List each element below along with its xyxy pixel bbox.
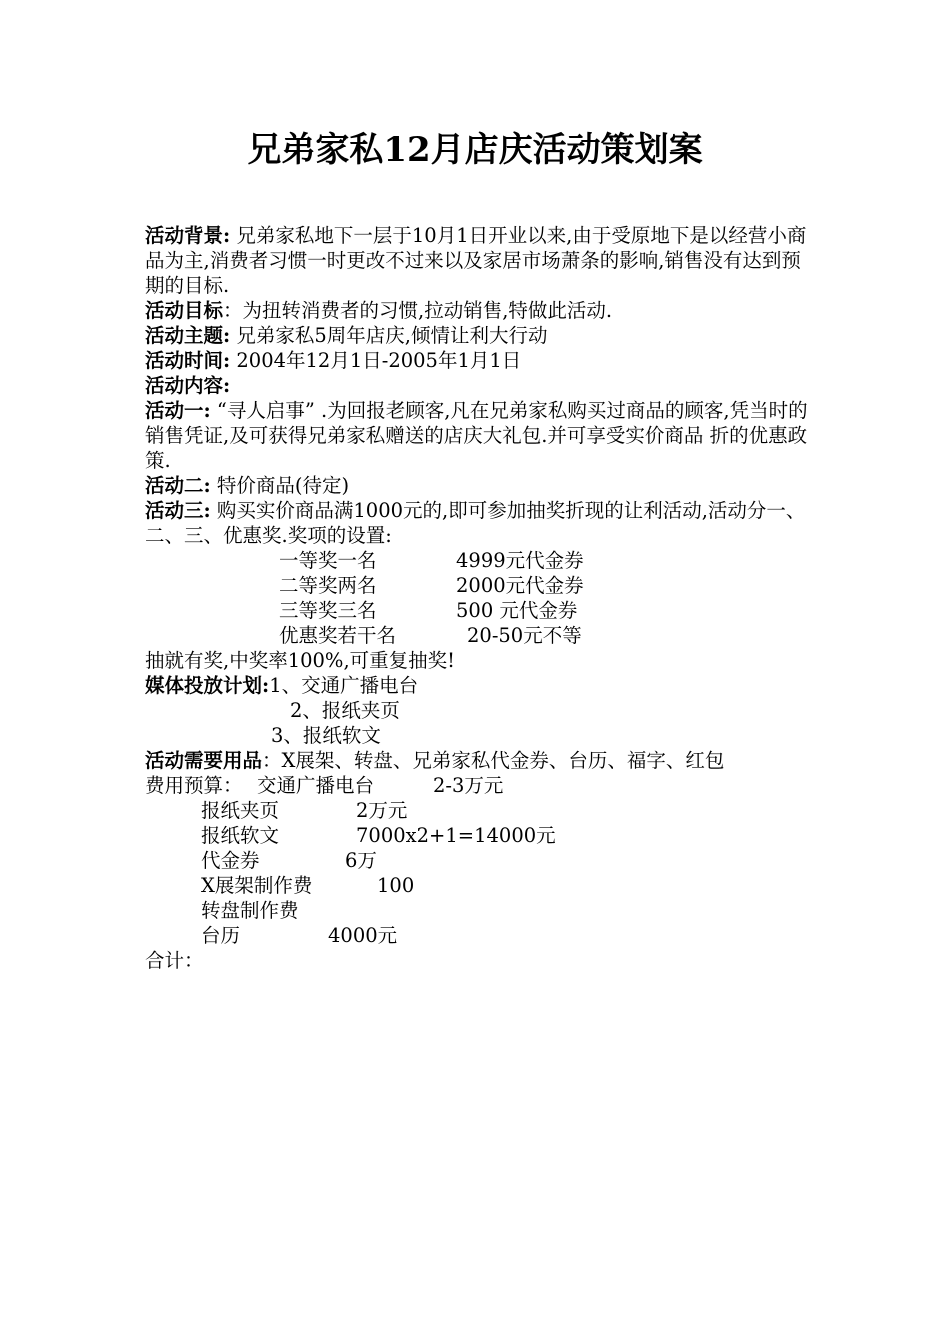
goal-text: ：为扭转消费者的习惯,拉动销售,特做此活动. [223,299,613,322]
theme-label: 活动主题: [145,324,231,347]
background-label: 活动背景: [145,224,231,247]
activity3-text: 购买实价商品满1000元的,即可参加抽奖折现的让利活动,活动分一、二、三、优惠奖.奖项的设置: [145,499,806,547]
budget-item-name: 代金券 [201,849,260,872]
media-item: 1、交通广播电台 [269,674,419,697]
prize-value: 2000元代金券 [456,574,584,597]
budget-row [145,873,810,898]
theme-text: 兄弟家私5周年店庆,倾情让利大行动 [230,324,548,347]
goal-line [145,298,810,323]
time-label: 活动时间: [145,349,231,372]
prize-name: 二等奖两名 [279,574,377,597]
budget-item-name: 报纸夹页 [201,799,280,822]
budget-label: 费用预算： [145,774,243,797]
media-item: 3、报纸软文 [271,724,381,747]
prize-row [145,623,810,648]
prize-row [145,598,810,623]
budget-total-label: 合计： [145,949,204,972]
document-body [145,223,810,973]
prize-value: 500 元代金券 [456,599,578,622]
activity1-label: 活动一: [145,399,211,422]
budget-first-row [145,773,810,798]
goal-label: 活动目标 [145,299,224,322]
budget-item-value: 100 [377,874,415,897]
budget-item-value: 4000元 [328,924,398,947]
budget-row [145,923,810,948]
supplies-text: ：X展架、转盘、兄弟家私代金券、台历、福字、红包 [262,749,725,772]
supplies-paragraph [145,748,810,773]
prize-value: 20-50元不等 [467,624,582,647]
media-row [145,698,810,723]
prize-note: 抽就有奖,中奖率100%,可重复抽奖! [145,649,455,672]
prize-value: 4999元代金券 [456,549,584,572]
prize-name: 三等奖三名 [279,599,377,622]
budget-item-value: 6万 [345,849,377,872]
budget-item-name: 转盘制作费 [201,899,299,922]
media-row [145,723,810,748]
page-title: 兄弟家私12月店庆活动策划案 [247,130,703,170]
media-line [145,673,810,698]
content-label: 活动内容: [145,374,231,397]
supplies-label: 活动需要用品 [145,749,263,772]
budget-row [145,823,810,848]
activity2-label: 活动二: [145,474,211,497]
activity1-text: “寻人启事” .为回报老顾客,凡在兄弟家私购买过商品的顾客,凭当时的销售凭证,及可获得兄弟家私赠送的店庆大礼包.并可享受实价商品 折的优惠政策. [145,399,808,472]
activity2-line [145,473,810,498]
prize-row [145,548,810,573]
media-label: 媒体投放计划: [145,674,270,697]
activity3-paragraph [145,498,810,548]
budget-item-value: 2万元 [356,799,408,822]
background-paragraph [145,223,810,298]
background-text: 兄弟家私地下一层于10月1日开业以来,由于受原地下是以经营小商品为主,消费者习惯一时更改不过来以及家居市场萧条的影响,销售没有达到预期的目标. [145,224,807,297]
budget-item-name: 交通广播电台 [257,774,375,797]
activity1-paragraph [145,398,810,473]
prize-name: 一等奖一名 [279,549,377,572]
budget-row [145,798,810,823]
activity3-label: 活动三: [145,499,211,522]
budget-item-name: 报纸软文 [201,824,280,847]
prize-row [145,573,810,598]
activity2-text: 特价商品(待定) [210,474,350,497]
budget-row [145,898,810,923]
prize-name: 优惠奖若干名 [279,624,397,647]
time-text: 2004年12月1日-2005年1月1日 [230,349,522,372]
budget-item-name: X展架制作费 [201,874,313,897]
time-line [145,348,810,373]
media-item: 2、报纸夹页 [290,699,400,722]
theme-line [145,323,810,348]
budget-row [145,848,810,873]
content-line [145,373,810,398]
budget-item-value: 2-3万元 [433,774,504,797]
budget-item-value: 7000x2+1=14000元 [356,824,556,847]
budget-item-name: 台历 [201,924,241,947]
